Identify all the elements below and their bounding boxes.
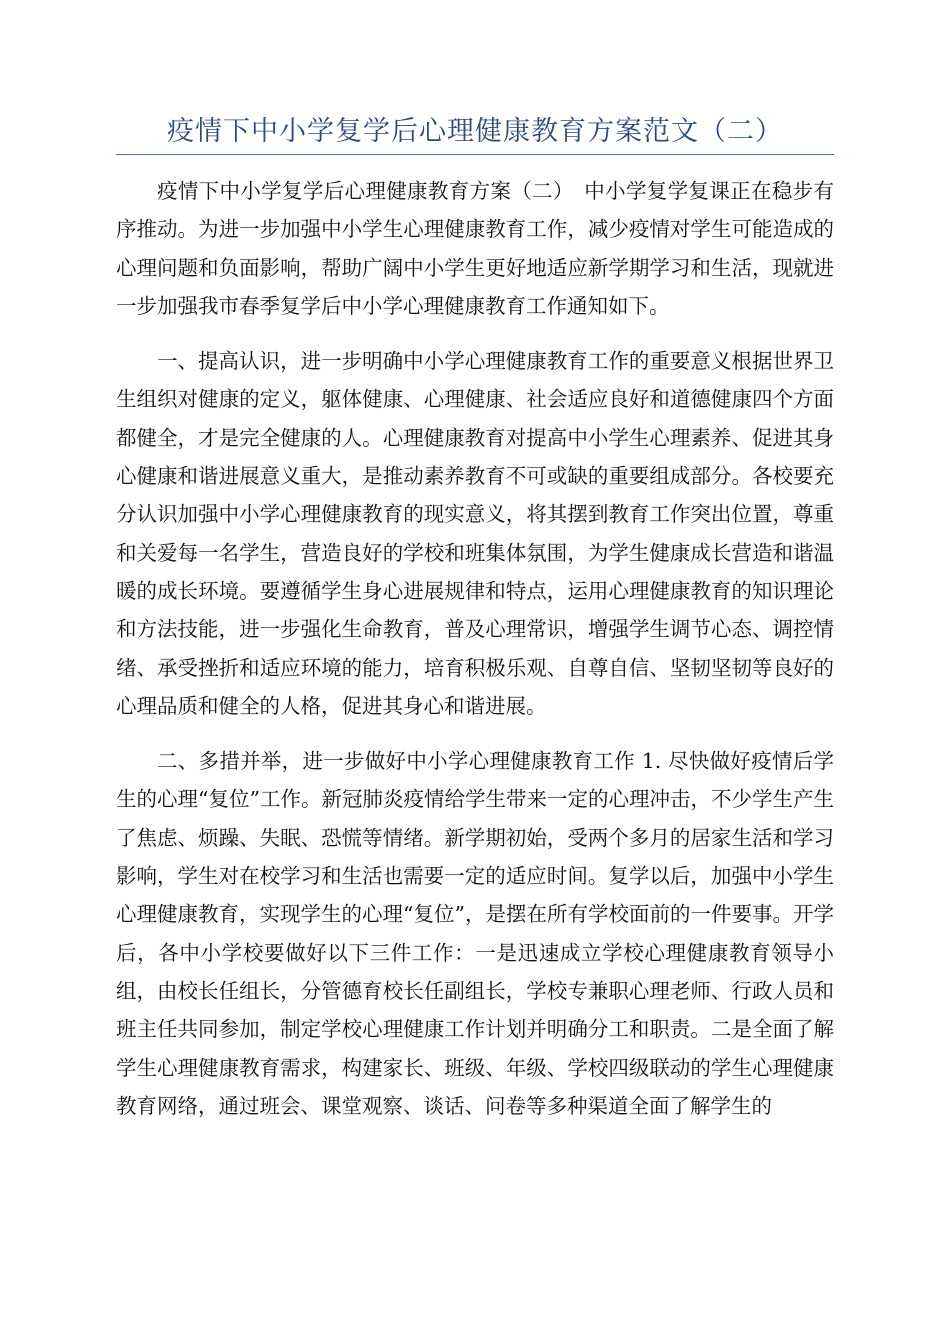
document-title: 疫情下中小学复学后心理健康教育方案范文（二） bbox=[167, 116, 783, 147]
paragraph-section-1: 一、提高认识，进一步明确中小学心理健康教育工作的重要意义根据世界卫生组织对健康的定义，躯体健康、心理健康、社会适应良好和道德健康四个方面都健全，才是完全健康的人。心理健康教育对提高中小学生心理素养、促进其身心健康和谐进展意义重大，是推动素养教育不可或缺的重要组成部分。各校要充分认识加强中小学心理健康教育的现实意义，将其摆到教育工作突出位置，尊重和关爱每一名学生，营造良好的学校和班集体氛围，为学生健康成长营造和谐温暖的成长环境。要遵循学生身心进展规律和特点，运用心理健康教育的知识理论和方法技能，进一步强化生命教育，普及心理常识，增强学生调节心态、调控情绪、承受挫折和适应环境的能力，培育积极乐观、自尊自信、坚韧坚韧等良好的心理品质和健全的人格，促进其身心和谐进展。 bbox=[116, 349, 834, 718]
title-underline bbox=[116, 154, 834, 155]
document-body bbox=[116, 172, 834, 1142]
paragraph-section-2: 二、多措并举，进一步做好中小学心理健康教育工作 1. 尽快做好疫情后学生的心理“复位”工作。新冠肺炎疫情给学生带来一定的心理冲击，不少学生产生了焦虑、烦躁、失眠、恐慌等情绪。新学期初始，受两个多月的居家生活和学习影响，学生对在校学习和生活也需要一定的适应时间。复学以后，加强中小学生心理健康教育，实现学生的心理“复位”，是摆在所有学校面前的一件要事。开学后，各中小学校要做好以下三件工作：一是迅速成立学校心理健康教育领导小组，由校长任组长，分管德育校长任副组长，学校专兼职心理老师、行政人员和班主任共同参加，制定学校心理健康工作计划并明确分工和职责。二是全面了解学生心理健康教育需求，构建家长、班级、年级、学校四级联动的学生心理健康教育网络，通过班会、课堂观察、谈话、问卷等多种渠道全面了解学生的 bbox=[116, 749, 834, 1118]
paragraph-intro: 疫情下中小学复学后心理健康教育方案（二） 中小学复学复课正在稳步有序推动。为进一步加强中小学生心理健康教育工作，减少疫情对学生可能造成的心理问题和负面影响，帮助广阔中小学生更好地适应新学期学习和生活，现就进一步加强我市春季复学后中小学心理健康教育工作通知如下。 bbox=[116, 179, 834, 318]
